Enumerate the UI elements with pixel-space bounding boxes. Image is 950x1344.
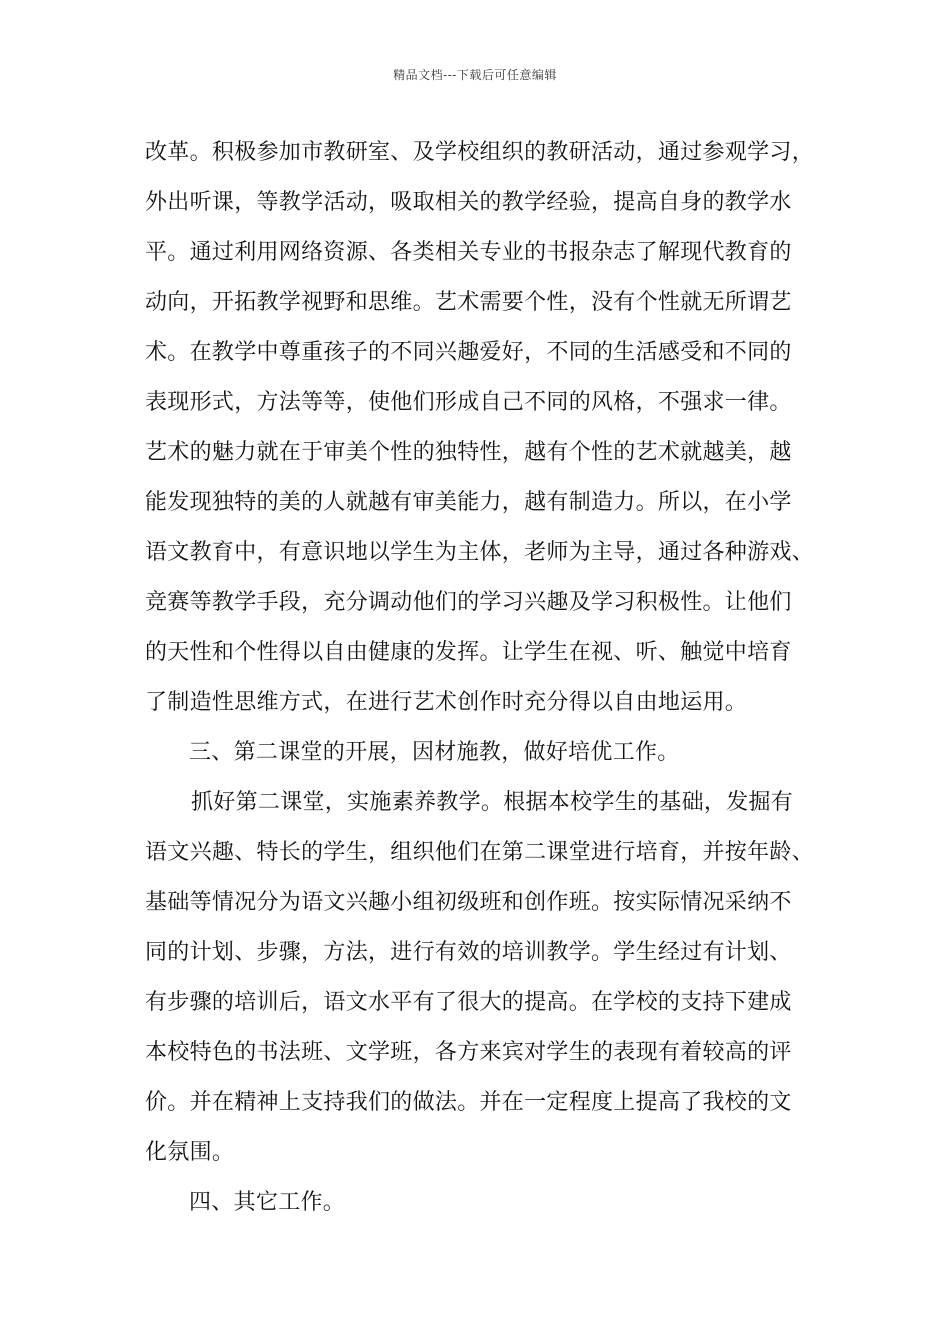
text-line: 语文教育中，有意识地以学生为主体，老师为主导，通过各种游戏、 <box>145 540 815 565</box>
text-line: 的天性和个性得以自由健康的发挥。让学生在视、听、触觉中培育 <box>145 640 792 665</box>
text-line: 艺术的魅力就在于审美个性的独特性，越有个性的艺术就越美，越 <box>145 440 792 465</box>
text-line: 外出听课，等教学活动，吸取相关的教学经验，提高自身的教学水 <box>145 190 792 215</box>
text-line: 能发现独特的美的人就越有审美能力，越有制造力。所以，在小学 <box>145 490 792 515</box>
text-line: 本校特色的书法班、文学班，各方来宾对学生的表现有着较高的评 <box>145 1040 792 1065</box>
page-header: 精品文档---下载后可任意编辑 <box>393 68 557 82</box>
text-line: 改革。积极参加市教研室、及学校组织的教研活动，通过参观学习， <box>145 140 815 165</box>
paragraph-start-line: 抓好第二课堂，实施素养教学。根据本校学生的基础，发掘有 <box>191 790 794 815</box>
text-line: 竞赛等教学手段，充分调动他们的学习兴趣及学习积极性。让他们 <box>145 590 792 615</box>
text-line: 基础等情况分为语文兴趣小组初级班和创作班。按实际情况采纳不 <box>145 890 792 915</box>
text-line: 价。并在精神上支持我们的做法。并在一定程度上提高了我校的文 <box>145 1090 792 1115</box>
text-line: 了制造性思维方式，在进行艺术创作时充分得以自由地运用。 <box>145 690 748 715</box>
text-line: 表现形式，方法等等，使他们形成自己不同的风格，不强求一律。 <box>145 390 792 415</box>
text-line: 语文兴趣、特长的学生，组织他们在第二课堂进行培育，并按年龄、 <box>145 840 815 865</box>
text-line: 同的计划、步骤，方法，进行有效的培训教学。学生经过有计划、 <box>145 940 792 965</box>
section-heading: 三、第二课堂的开展，因材施教，做好培优工作。 <box>189 740 680 765</box>
text-line: 术。在教学中尊重孩子的不同兴趣爱好，不同的生活感受和不同的 <box>145 340 792 365</box>
section-heading: 四、其它工作。 <box>189 1190 346 1215</box>
text-line: 有步骤的培训后，语文水平有了很大的提高。在学校的支持下建成 <box>145 990 792 1015</box>
body-text <box>145 128 817 1228</box>
text-line: 动向，开拓教学视野和思维。艺术需要个性，没有个性就无所谓艺 <box>145 290 792 315</box>
text-line: 化氛围。 <box>145 1140 235 1165</box>
text-line: 平。通过利用网络资源、各类相关专业的书报杂志了解现代教育的 <box>145 240 792 265</box>
